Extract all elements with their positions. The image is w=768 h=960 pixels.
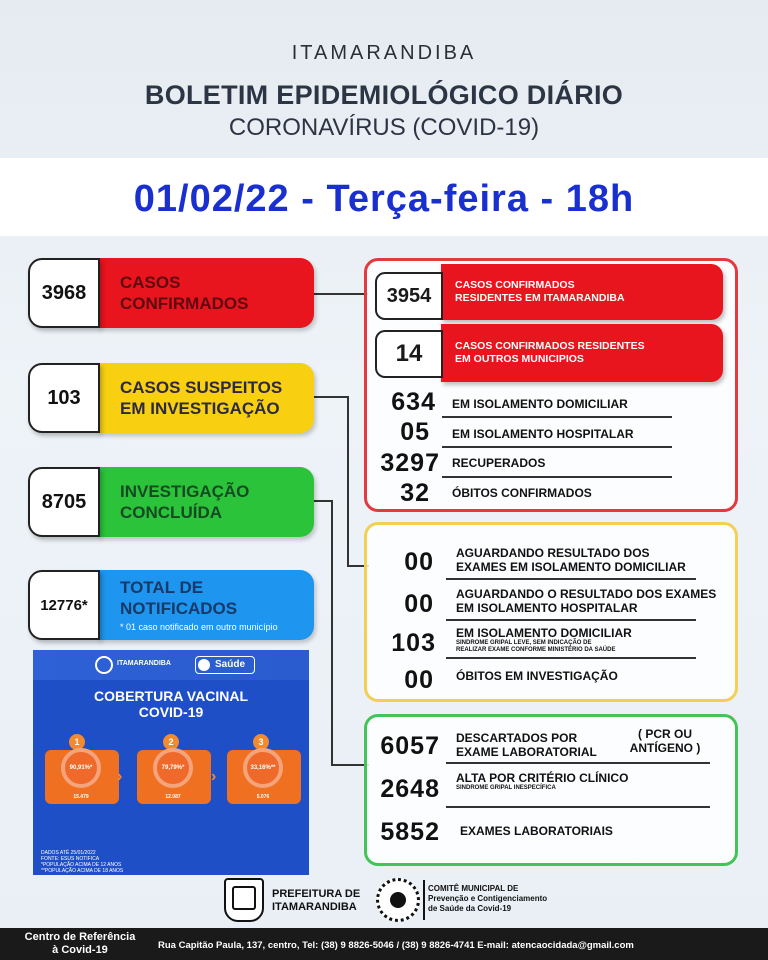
vaccine-brand-city: ITAMARANDIBA bbox=[117, 660, 171, 667]
chevron-right-icon: › bbox=[117, 768, 123, 785]
vaccine-footnotes bbox=[41, 850, 123, 874]
committee-line1: COMITÊ MUNICIPAL DE bbox=[428, 884, 519, 893]
footer-center-line1: Centro de Referência bbox=[24, 931, 136, 943]
vaccine-footnote-1: DADOS ATÉ 25/01/2022 bbox=[41, 850, 96, 856]
lab-exams-label: EXAMES LABORATORIAIS bbox=[460, 824, 613, 838]
connector-confirmed bbox=[312, 293, 368, 295]
deaths-label: ÓBITOS CONFIRMADOS bbox=[452, 486, 592, 500]
hospital-waiting-line1: AGUARDANDO O RESULTADO DOS EXAMES bbox=[456, 587, 717, 601]
concluded-label-line2: CONCLUÍDA bbox=[120, 503, 222, 522]
concluded-count: 8705 bbox=[28, 467, 100, 537]
divider bbox=[446, 578, 696, 580]
discarded-label bbox=[456, 731, 597, 759]
discarded-line2: EXAME LABORATORIAL bbox=[456, 745, 597, 759]
home-waiting-count: 00 bbox=[404, 548, 434, 576]
notified-label bbox=[98, 570, 314, 640]
hospital-waiting-label bbox=[456, 587, 716, 615]
footer-center-line2: à Covid-19 bbox=[52, 944, 108, 956]
discarded-extra1: ( PCR OU bbox=[638, 727, 692, 741]
divider bbox=[442, 476, 672, 478]
dose-1-percent: 90,91%* bbox=[61, 748, 101, 788]
suspected-home-isolation-line1: EM ISOLAMENTO DOMICILIAR bbox=[456, 626, 632, 640]
residents-label-line2: RESIDENTES EM ITAMARANDIBA bbox=[455, 292, 625, 304]
divider bbox=[446, 806, 710, 808]
confirmed-label-line2: CONFIRMADOS bbox=[120, 294, 249, 313]
home-waiting-line2: EXAMES EM ISOLAMENTO DOMICILIAR bbox=[456, 560, 686, 574]
dose-3-count: 5.076 bbox=[256, 794, 270, 800]
confirmed-label-line1: CASOS bbox=[120, 273, 181, 292]
dose-3-percent: 33,16%** bbox=[243, 748, 283, 788]
city-crest-icon bbox=[224, 878, 264, 922]
deaths-investigation-label: ÓBITOS EM INVESTIGAÇÃO bbox=[456, 669, 618, 683]
discharged-label bbox=[456, 771, 628, 792]
home-isolation-label: EM ISOLAMENTO DOMICILIAR bbox=[452, 397, 628, 411]
discharged-count: 2648 bbox=[380, 775, 440, 803]
prefecture-line1: PREFEITURA DE bbox=[272, 888, 361, 900]
connector-concluded-v bbox=[331, 500, 333, 765]
dose-1-number: 1 bbox=[69, 734, 85, 750]
bulletin-subtitle: CORONAVÍRUS (COVID-19) bbox=[228, 114, 540, 141]
discarded-line1: DESCARTADOS POR bbox=[456, 731, 578, 745]
suspected-home-isolation-note2: REALIZAR EXAME CONFORME MINISTÉRIO DA SAÚDE bbox=[456, 647, 616, 653]
committee-line2: Prevenção e Contigenciamento bbox=[428, 894, 548, 903]
residents-count: 3954 bbox=[375, 272, 443, 320]
notified-count: 12776* bbox=[28, 570, 100, 640]
concluded-label-line1: INVESTIGAÇÃO bbox=[120, 482, 250, 501]
vaccine-title-line2: COVID-19 bbox=[138, 704, 204, 720]
vaccine-footnote-2: FONTE: ESUS NOTIFICA bbox=[41, 856, 100, 862]
connector-suspected-h bbox=[312, 396, 348, 398]
divider bbox=[446, 762, 710, 764]
notified-label-line2: NOTIFICADOS bbox=[120, 599, 238, 618]
others-label-line1: CASOS CONFIRMADOS RESIDENTES bbox=[455, 340, 645, 352]
residents-label-line1: CASOS CONFIRMADOS bbox=[455, 279, 575, 291]
vaccine-footnote-4: **POPULAÇÃO ACIMA DE 18 ANOS bbox=[41, 868, 124, 874]
others-label bbox=[441, 324, 723, 382]
dose-3-number: 3 bbox=[253, 734, 269, 750]
suspected-home-isolation-note1: SINDROME GRIPAL LEVE, SEM INDICAÇÃO DE bbox=[456, 640, 592, 646]
vaccine-title bbox=[33, 688, 309, 720]
notified-label-line1: TOTAL DE bbox=[120, 578, 204, 597]
deaths-investigation-count: 00 bbox=[404, 666, 434, 694]
home-waiting-label bbox=[456, 546, 686, 574]
chevron-right-icon: › bbox=[211, 768, 217, 785]
discarded-extra2: ANTÍGENO ) bbox=[629, 741, 701, 755]
committee-logo-text bbox=[428, 884, 547, 914]
deaths-count: 32 bbox=[400, 479, 430, 507]
discarded-count: 6057 bbox=[380, 732, 440, 760]
lab-exams-count: 5852 bbox=[380, 818, 440, 846]
concluded-label bbox=[98, 467, 314, 537]
confirmed-label bbox=[98, 258, 314, 328]
prefecture-logo-text bbox=[272, 888, 360, 914]
discarded-extra bbox=[620, 727, 710, 755]
committee-logo-icon bbox=[376, 878, 420, 922]
home-waiting-line1: AGUARDANDO RESULTADO DOS bbox=[456, 546, 650, 560]
others-label-line2: EM OUTROS MUNICIPIOS bbox=[455, 353, 584, 365]
footer-contact: Rua Capitão Paula, 137, centro, Tel: (38) 9 8826-5046 / (38) 9 8826-4741 E-mail: atencaocidada@gmail.com bbox=[158, 940, 634, 951]
others-count: 14 bbox=[375, 330, 443, 378]
dose-2-percent: 79,79%* bbox=[153, 748, 193, 788]
vaccine-brand-health: Saúde bbox=[215, 659, 246, 670]
city-name: ITAMARANDIBA bbox=[291, 42, 477, 64]
divider bbox=[442, 446, 672, 448]
divider bbox=[442, 416, 672, 418]
residents-label bbox=[441, 264, 723, 320]
vaccine-card-header bbox=[33, 650, 309, 680]
dose-2-number: 2 bbox=[163, 734, 179, 750]
home-isolation-count: 634 bbox=[391, 388, 436, 416]
vaccine-card bbox=[33, 650, 309, 875]
dose-2-count: 12.087 bbox=[165, 794, 181, 800]
divider bbox=[446, 657, 696, 659]
divider bbox=[446, 619, 696, 621]
committee-line3: de Saúde da Covid-19 bbox=[428, 904, 512, 913]
suspected-home-isolation-count: 103 bbox=[391, 629, 436, 657]
footer-reference-center bbox=[6, 931, 154, 957]
discharged-note: SINDROME GRIPAL INESPECÍFICA bbox=[456, 785, 556, 791]
suspected-label bbox=[98, 363, 314, 433]
logo-divider bbox=[423, 880, 425, 920]
bulletin-title: BOLETIM EPIDEMIOLÓGICO DIÁRIO bbox=[144, 80, 624, 110]
discharged-line1: ALTA POR CRITÉRIO CLÍNICO bbox=[456, 771, 629, 785]
recovered-count: 3297 bbox=[380, 449, 440, 477]
suspected-count: 103 bbox=[28, 363, 100, 433]
hospital-waiting-count: 00 bbox=[404, 590, 434, 618]
suspected-home-isolation-label bbox=[456, 626, 632, 654]
dose-1-count: 15.479 bbox=[73, 794, 89, 800]
hospital-isolation-count: 05 bbox=[400, 418, 430, 446]
notified-note: * 01 caso notificado em outro município bbox=[120, 622, 278, 632]
hospital-waiting-line2: EM ISOLAMENTO HOSPITALAR bbox=[456, 601, 638, 615]
vaccine-footnote-3: *POPULAÇÃO ACIMA DE 12 ANOS bbox=[41, 862, 122, 868]
prefecture-line2: ITAMARANDIBA bbox=[272, 901, 357, 913]
recovered-label: RECUPERADOS bbox=[452, 456, 546, 470]
sun-logo-icon bbox=[95, 656, 113, 674]
connector-concluded-h bbox=[312, 500, 332, 502]
vaccine-title-line1: COBERTURA VACINAL bbox=[94, 688, 248, 704]
bulletin-date: 01/02/22 - Terça-feira - 18h bbox=[133, 178, 635, 220]
suspected-label-line1: CASOS SUSPEITOS bbox=[120, 378, 283, 397]
heart-icon bbox=[198, 659, 210, 671]
hospital-isolation-label: EM ISOLAMENTO HOSPITALAR bbox=[452, 427, 634, 441]
confirmed-count: 3968 bbox=[28, 258, 100, 328]
suspected-label-line2: EM INVESTIGAÇÃO bbox=[120, 399, 280, 418]
connector-suspected-v bbox=[347, 396, 349, 566]
